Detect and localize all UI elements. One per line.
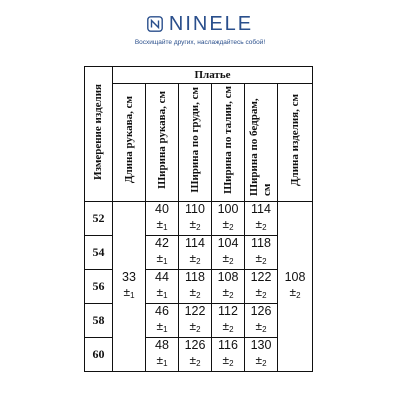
- value-cell: 108 $\pm_2$: [212, 270, 245, 304]
- column-header: Ширина рукава, см: [146, 84, 179, 202]
- value-cell: 126 $\pm_2$: [179, 338, 212, 372]
- value-cell: 114 $\pm_2$: [179, 236, 212, 270]
- size-table: [84, 66, 313, 372]
- value-cell: 122 $\pm_2$: [245, 270, 278, 304]
- value-cell: 116 $\pm_2$: [212, 338, 245, 372]
- value-cell: 114 $\pm_2$: [245, 202, 278, 236]
- value-cell: 110 $\pm_2$: [179, 202, 212, 236]
- corner-header: [85, 67, 113, 202]
- value-cell: 48 $\pm_1$: [146, 338, 179, 372]
- size-label: 54: [85, 236, 113, 270]
- value-cell: 118 $\pm_2$: [179, 270, 212, 304]
- brand-row: [147, 14, 253, 34]
- value-cell: 100 $\pm_2$: [212, 202, 245, 236]
- value-cell: 130 $\pm_2$: [245, 338, 278, 372]
- column-header: Длина рукава, см: [113, 84, 146, 202]
- table-row: [85, 202, 313, 236]
- value-cell: 42 $\pm_1$: [146, 236, 179, 270]
- column-header: Ширина по бедрам, см: [245, 84, 278, 202]
- brand-logo-icon: [147, 16, 163, 32]
- corner-label: Измерение изделия: [92, 83, 104, 180]
- value-cell: 112 $\pm_2$: [212, 304, 245, 338]
- value-cell: 104 $\pm_2$: [212, 236, 245, 270]
- size-label: 60: [85, 338, 113, 372]
- brand-header: [0, 14, 400, 46]
- size-label: 56: [85, 270, 113, 304]
- value-cell: 126 $\pm_2$: [245, 304, 278, 338]
- value-cell: 46 $\pm_1$: [146, 304, 179, 338]
- garment-length-cell: 108 $\pm_2$: [278, 202, 313, 372]
- section-title: Платье: [113, 67, 313, 84]
- value-cell: 40 $\pm_1$: [146, 202, 179, 236]
- value-cell: 44 $\pm_1$: [146, 270, 179, 304]
- brand-tagline: Восхищайте других, наслаждайтесь собой!: [134, 39, 266, 46]
- column-header: Длина изделия, см: [278, 84, 313, 202]
- brand-name: NINELE: [168, 13, 254, 35]
- size-label: 58: [85, 304, 113, 338]
- value-cell: 122 $\pm_2$: [179, 304, 212, 338]
- column-header: Ширина по талии, см: [212, 84, 245, 202]
- sleeve-length-cell: 33 $\pm_1$: [113, 202, 146, 372]
- column-header: Ширина по груди, см: [179, 84, 212, 202]
- size-label: 52: [85, 202, 113, 236]
- value-cell: 118 $\pm_2$: [245, 236, 278, 270]
